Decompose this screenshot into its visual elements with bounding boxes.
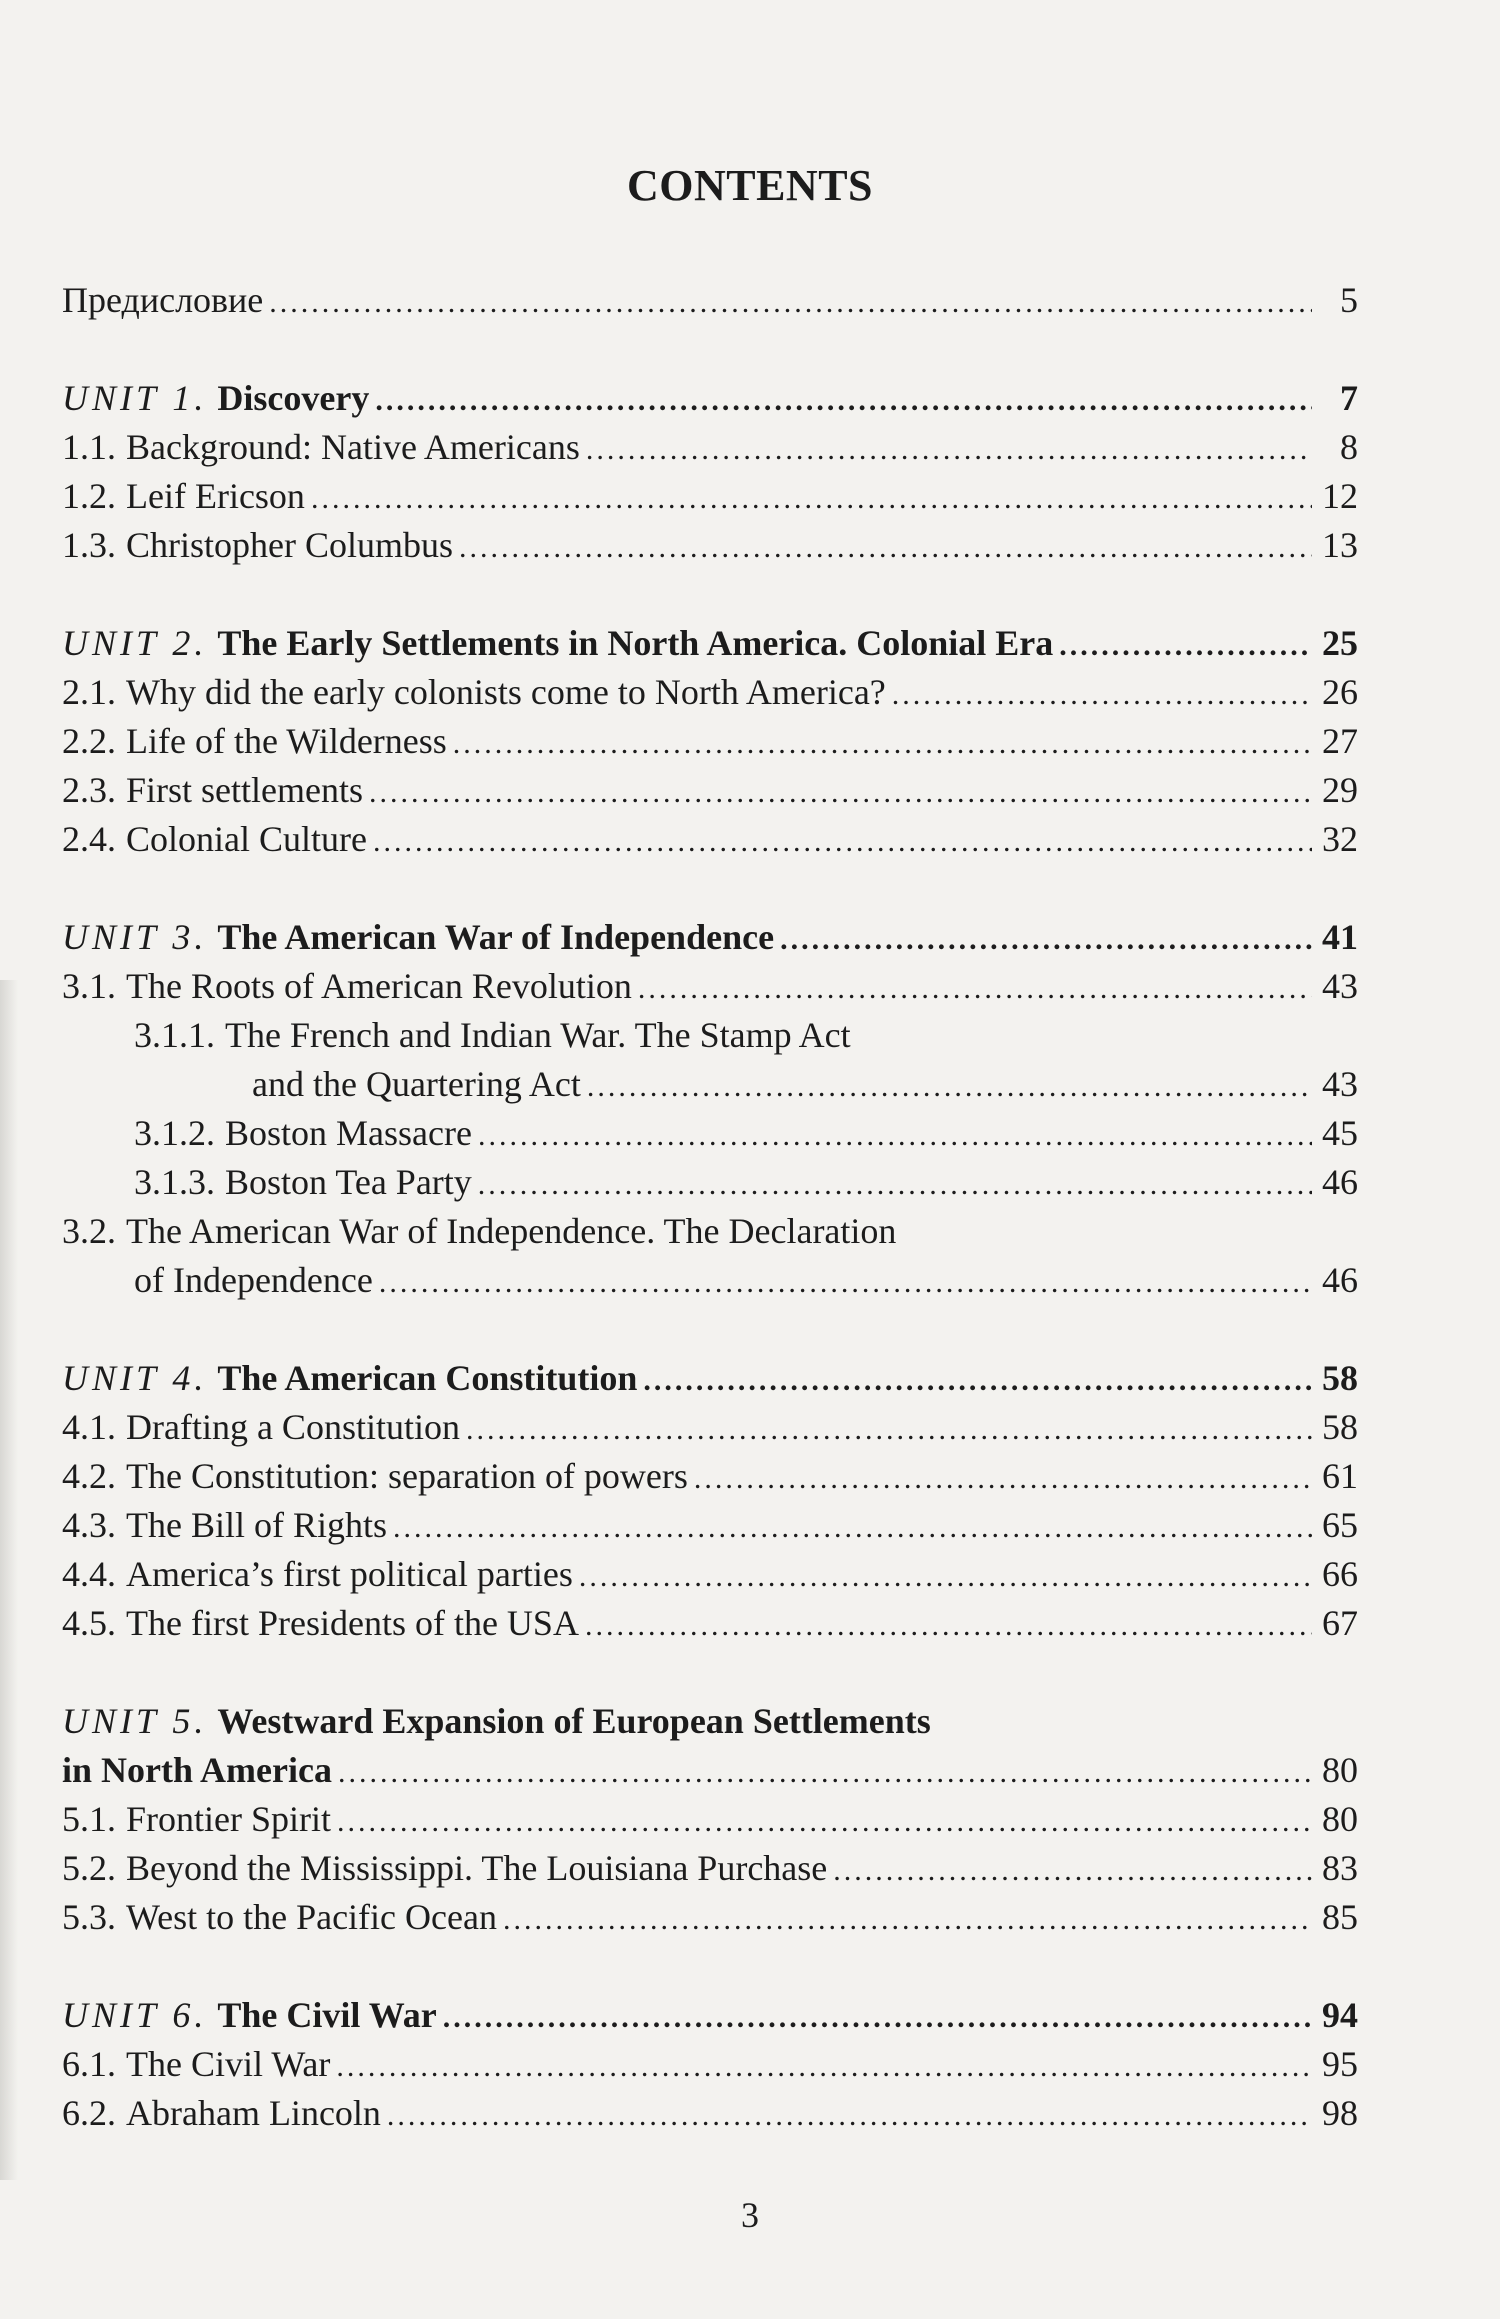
item-text: Why did the early colonists come to North America? [126, 672, 886, 712]
toc-page-number: 46 [1322, 1260, 1358, 1300]
toc-page-number: 29 [1322, 770, 1358, 810]
toc-page-number: 94 [1322, 1995, 1358, 2035]
leader-dots [337, 1798, 1312, 1846]
unit-title: The American Constitution [217, 1358, 638, 1398]
toc-preface[interactable] [62, 276, 1358, 324]
leader-dots [892, 671, 1312, 719]
toc-item-5-2[interactable] [62, 1844, 1358, 1892]
item-number: 1.3. [62, 525, 116, 565]
toc-page-number: 85 [1322, 1897, 1358, 1937]
item-text: Colonial Culture [126, 819, 367, 859]
toc-page-number: 41 [1322, 917, 1358, 957]
item-number: 3.1.1. [134, 1015, 215, 1055]
unit-label: UNIT 5. [62, 1701, 208, 1741]
toc-page-number: 7 [1340, 378, 1358, 418]
toc-item-5-3[interactable] [62, 1893, 1358, 1941]
toc-item-1-1[interactable] [62, 423, 1358, 471]
toc-page-number: 5 [1340, 280, 1358, 320]
unit-title: The Early Settlements in North America. Colonial Era [217, 623, 1054, 663]
toc-item-5-1[interactable] [62, 1795, 1358, 1843]
item-number: 4.4. [62, 1554, 116, 1594]
unit-label: UNIT 4. [62, 1358, 208, 1398]
toc-item-3-1-1-continued[interactable] [252, 1060, 1358, 1108]
toc-page-number: 8 [1340, 427, 1358, 467]
item-text: Beyond the Mississippi. The Louisiana Purchase [126, 1848, 828, 1888]
toc-item-6-2[interactable] [62, 2089, 1358, 2137]
item-number: 4.2. [62, 1456, 116, 1496]
page-number: 3 [741, 2195, 759, 2235]
item-number: 3.1.3. [134, 1162, 215, 1202]
toc-item-2-4[interactable] [62, 815, 1358, 863]
toc-page-number: 95 [1322, 2044, 1358, 2084]
item-text: Boston Tea Party [225, 1162, 472, 1202]
toc-item-4-2[interactable] [62, 1452, 1358, 1500]
table-of-contents [62, 0, 1358, 2150]
item-text: Christopher Columbus [126, 525, 454, 565]
toc-item-3-2[interactable] [62, 1207, 1358, 1255]
item-number: 2.4. [62, 819, 116, 859]
item-text-continued: and the Quartering Act [252, 1064, 581, 1104]
unit-title-continued: in North America [62, 1750, 332, 1790]
item-number: 6.2. [62, 2093, 116, 2133]
leader-dots [338, 1749, 1312, 1797]
item-number: 2.2. [62, 721, 116, 761]
item-text: Frontier Spirit [126, 1799, 331, 1839]
toc-page-number: 43 [1322, 1064, 1358, 1104]
toc-unit-5-continued[interactable] [62, 1746, 1358, 1794]
leader-dots [585, 1602, 1312, 1650]
toc-page-number: 80 [1322, 1750, 1358, 1790]
toc-page-number: 13 [1322, 525, 1358, 565]
leader-dots [643, 1357, 1312, 1405]
item-text: The first Presidents of the USA [126, 1603, 579, 1643]
leader-dots [443, 1994, 1312, 2042]
item-number: 3.1. [62, 966, 116, 1006]
toc-page-number: 26 [1322, 672, 1358, 712]
item-text: The Bill of Rights [126, 1505, 387, 1545]
toc-unit-2[interactable] [62, 619, 1358, 667]
unit-label: UNIT 3. [62, 917, 208, 957]
toc-item-3-1[interactable] [62, 962, 1358, 1010]
toc-item-4-5[interactable] [62, 1599, 1358, 1647]
leader-dots [694, 1455, 1312, 1503]
toc-item-1-3[interactable] [62, 521, 1358, 569]
item-number: 4.3. [62, 1505, 116, 1545]
item-text: Boston Massacre [225, 1113, 472, 1153]
toc-page-number: 80 [1322, 1799, 1358, 1839]
item-text: The American War of Independence. The Declaration [126, 1211, 897, 1251]
item-number: 1.2. [62, 476, 116, 516]
item-number: 5.3. [62, 1897, 116, 1937]
leader-dots [336, 2043, 1312, 2091]
toc-item-3-1-2[interactable] [134, 1109, 1358, 1157]
unit-title: Discovery [217, 378, 370, 418]
leader-dots [833, 1847, 1312, 1895]
item-text: First settlements [126, 770, 363, 810]
item-text: Life of the Wilderness [126, 721, 447, 761]
leader-dots [387, 2092, 1312, 2140]
leader-dots [638, 965, 1312, 1013]
item-number: 2.1. [62, 672, 116, 712]
leader-dots [478, 1161, 1312, 1209]
unit-label: UNIT 1. [62, 378, 208, 418]
leader-dots [373, 818, 1312, 866]
unit-label: UNIT 2. [62, 623, 208, 663]
item-text: The Roots of American Revolution [126, 966, 632, 1006]
toc-item-3-1-3[interactable] [134, 1158, 1358, 1206]
leader-dots [586, 426, 1312, 474]
item-text: Abraham Lincoln [126, 2093, 381, 2133]
toc-page-number: 32 [1322, 819, 1358, 859]
leader-dots [453, 720, 1312, 768]
toc-page-number: 98 [1322, 2093, 1358, 2133]
toc-unit-5[interactable] [62, 1697, 1358, 1745]
toc-page-number: 46 [1322, 1162, 1358, 1202]
item-number: 4.1. [62, 1407, 116, 1447]
toc-page-number: 45 [1322, 1113, 1358, 1153]
toc-unit-3[interactable] [62, 913, 1358, 961]
item-number: 6.1. [62, 2044, 116, 2084]
toc-page-number: 66 [1322, 1554, 1358, 1594]
toc-page-number: 12 [1322, 476, 1358, 516]
toc-page-number: 65 [1322, 1505, 1358, 1545]
leader-dots [466, 1406, 1312, 1454]
item-number: 3.1.2. [134, 1113, 215, 1153]
item-text: Leif Ericson [126, 476, 305, 516]
toc-item-4-3[interactable] [62, 1501, 1358, 1549]
item-text: Drafting a Constitution [126, 1407, 460, 1447]
item-number: 1.1. [62, 427, 116, 467]
toc-item-4-4[interactable] [62, 1550, 1358, 1598]
item-number: 5.1. [62, 1799, 116, 1839]
toc-unit-4[interactable] [62, 1354, 1358, 1402]
toc-item-3-1-1[interactable] [134, 1011, 1358, 1059]
toc-item-2-1[interactable] [62, 668, 1358, 716]
toc-page-number: 61 [1322, 1456, 1358, 1496]
leader-dots [375, 377, 1312, 425]
toc-item-3-2-continued[interactable] [134, 1256, 1358, 1304]
unit-title: The Civil War [217, 1995, 437, 2035]
leader-dots [780, 916, 1312, 964]
toc-item-4-1[interactable] [62, 1403, 1358, 1451]
toc-unit-6[interactable] [62, 1991, 1358, 2039]
item-text: The Constitution: separation of powers [126, 1456, 688, 1496]
item-text: America’s first political parties [126, 1554, 573, 1594]
leader-dots [587, 1063, 1312, 1111]
leader-dots [459, 524, 1312, 572]
toc-item-2-2[interactable] [62, 717, 1358, 765]
leader-dots [579, 1553, 1312, 1601]
item-text: West to the Pacific Ocean [126, 1897, 497, 1937]
leader-dots [379, 1259, 1312, 1307]
item-number: 2.3. [62, 770, 116, 810]
toc-page-number: 83 [1322, 1848, 1358, 1888]
toc-page-number: 58 [1322, 1358, 1358, 1398]
leader-dots [369, 769, 1312, 817]
unit-title: The American War of Independence [217, 917, 775, 957]
item-text: The French and Indian War. The Stamp Act [225, 1015, 851, 1055]
toc-page-number: 58 [1322, 1407, 1358, 1447]
toc-page-number: 43 [1322, 966, 1358, 1006]
item-text: The Civil War [126, 2044, 331, 2084]
leader-dots [311, 475, 1312, 523]
leader-dots [478, 1112, 1312, 1160]
leader-dots [393, 1504, 1312, 1552]
binding-shadow [0, 980, 18, 2180]
item-text-continued: of Independence [134, 1260, 373, 1300]
page-title: CONTENTS [626, 161, 874, 210]
leader-dots [269, 279, 1312, 327]
toc-item-6-1[interactable] [62, 2040, 1358, 2088]
toc-page-number: 25 [1322, 623, 1358, 663]
item-text: Background: Native Americans [126, 427, 580, 467]
unit-title: Westward Expansion of European Settlements [217, 1701, 931, 1741]
item-number: 4.5. [62, 1603, 116, 1643]
leader-dots [1059, 622, 1312, 670]
toc-item-2-3[interactable] [62, 766, 1358, 814]
item-number: 5.2. [62, 1848, 116, 1888]
toc-page-number: 67 [1322, 1603, 1358, 1643]
toc-page-number: 27 [1322, 721, 1358, 761]
unit-label: UNIT 6. [62, 1995, 208, 2035]
toc-unit-1[interactable] [62, 374, 1358, 422]
toc-item-1-2[interactable] [62, 472, 1358, 520]
item-number: 3.2. [62, 1211, 116, 1251]
toc-entry-text: Предисловие [62, 280, 264, 320]
leader-dots [503, 1896, 1312, 1944]
